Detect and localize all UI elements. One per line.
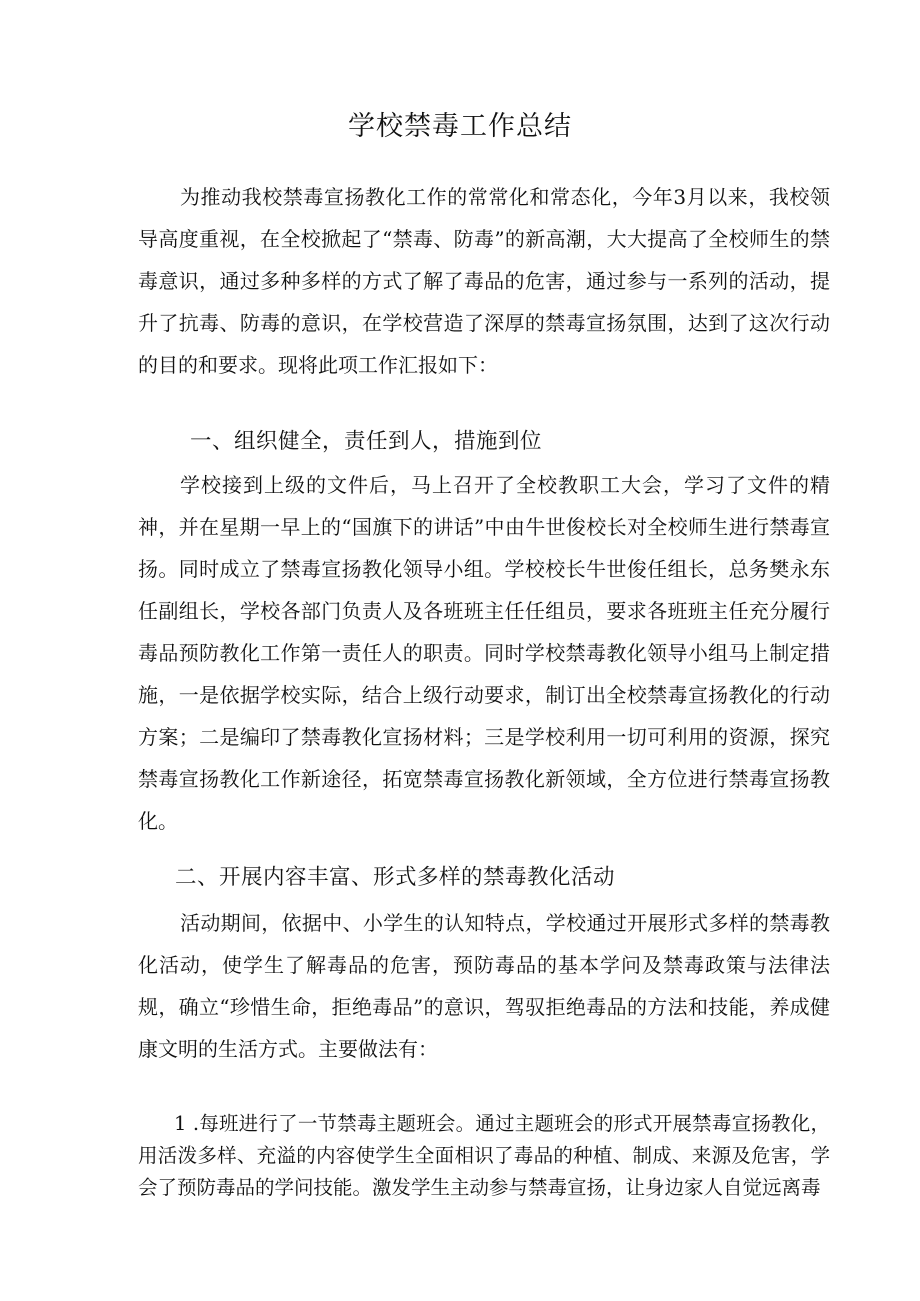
document-title: 学校禁毒工作总结 (348, 111, 572, 142)
section-1-paragraph: 学校接到上级的文件后，马上召开了全校教职工大会，学习了文件的精神，并在星期一早上的“国旗下的讲话”中由牛世俊校长对全校师生进行禁毒宣扬。同时成立了禁毒宣扬教化领导小组。学校校长牛世俊任组长，总务樊永东任副组长，学校各部门负责人及各班班主任任组员，要求各班班主任充分履行毒品预防教化工作第一责任人的职责。同时学校禁毒教化领导小组马上制定措施，一是依据学校实际，结合上级行动要求，制订出全校禁毒宣扬教化的行动方案；二是编印了禁毒教化宣扬材料；三是学校利用一切可利用的资源，探究禁毒宣扬教化工作新途径，拓宽禁毒宣扬教化新领域，全方位进行禁毒宣扬教化。 (138, 473, 830, 833)
section-2-heading: 二、开展内容丰富、形式多样的禁毒教化活动 (175, 865, 616, 890)
section-1-heading: 一、组织健全，责任到人，措施到位 (190, 429, 543, 454)
list-item-1: 1 .每班进行了一节禁毒主题班会。通过主题班会的形式开展禁毒宣扬教化，用活泼多样、充溢的内容使学生全面相识了毒品的种植、制成、来源及危害，学会了预防毒品的学问技能。激发学生主动参与禁毒宣扬，让身边家人自觉远离毒 (138, 1112, 830, 1199)
section-2-paragraph: 活动期间，依据中、小学生的认知特点，学校通过开展形式多样的禁毒教化活动，使学生了解毒品的危害，预防毒品的基本学问及禁毒政策与法律法规，确立“珍惜生命，拒绝毒品”的意识，驾驭拒绝毒品的方法和技能，养成健康文明的生活方式。主要做法有： (138, 911, 830, 1061)
intro-paragraph: 为推动我校禁毒宣扬教化工作的常常化和常态化，今年3月以来，我校领导高度重视，在全校掀起了“禁毒、防毒”的新高潮，大大提高了全校师生的禁毒意识，通过多种多样的方式了解了毒品的危害，通过参与一系列的活动，提升了抗毒、防毒的意识，在学校营造了深厚的禁毒宣扬氛围，达到了这次行动的目的和要求。现将此项工作汇报如下： (138, 185, 830, 377)
